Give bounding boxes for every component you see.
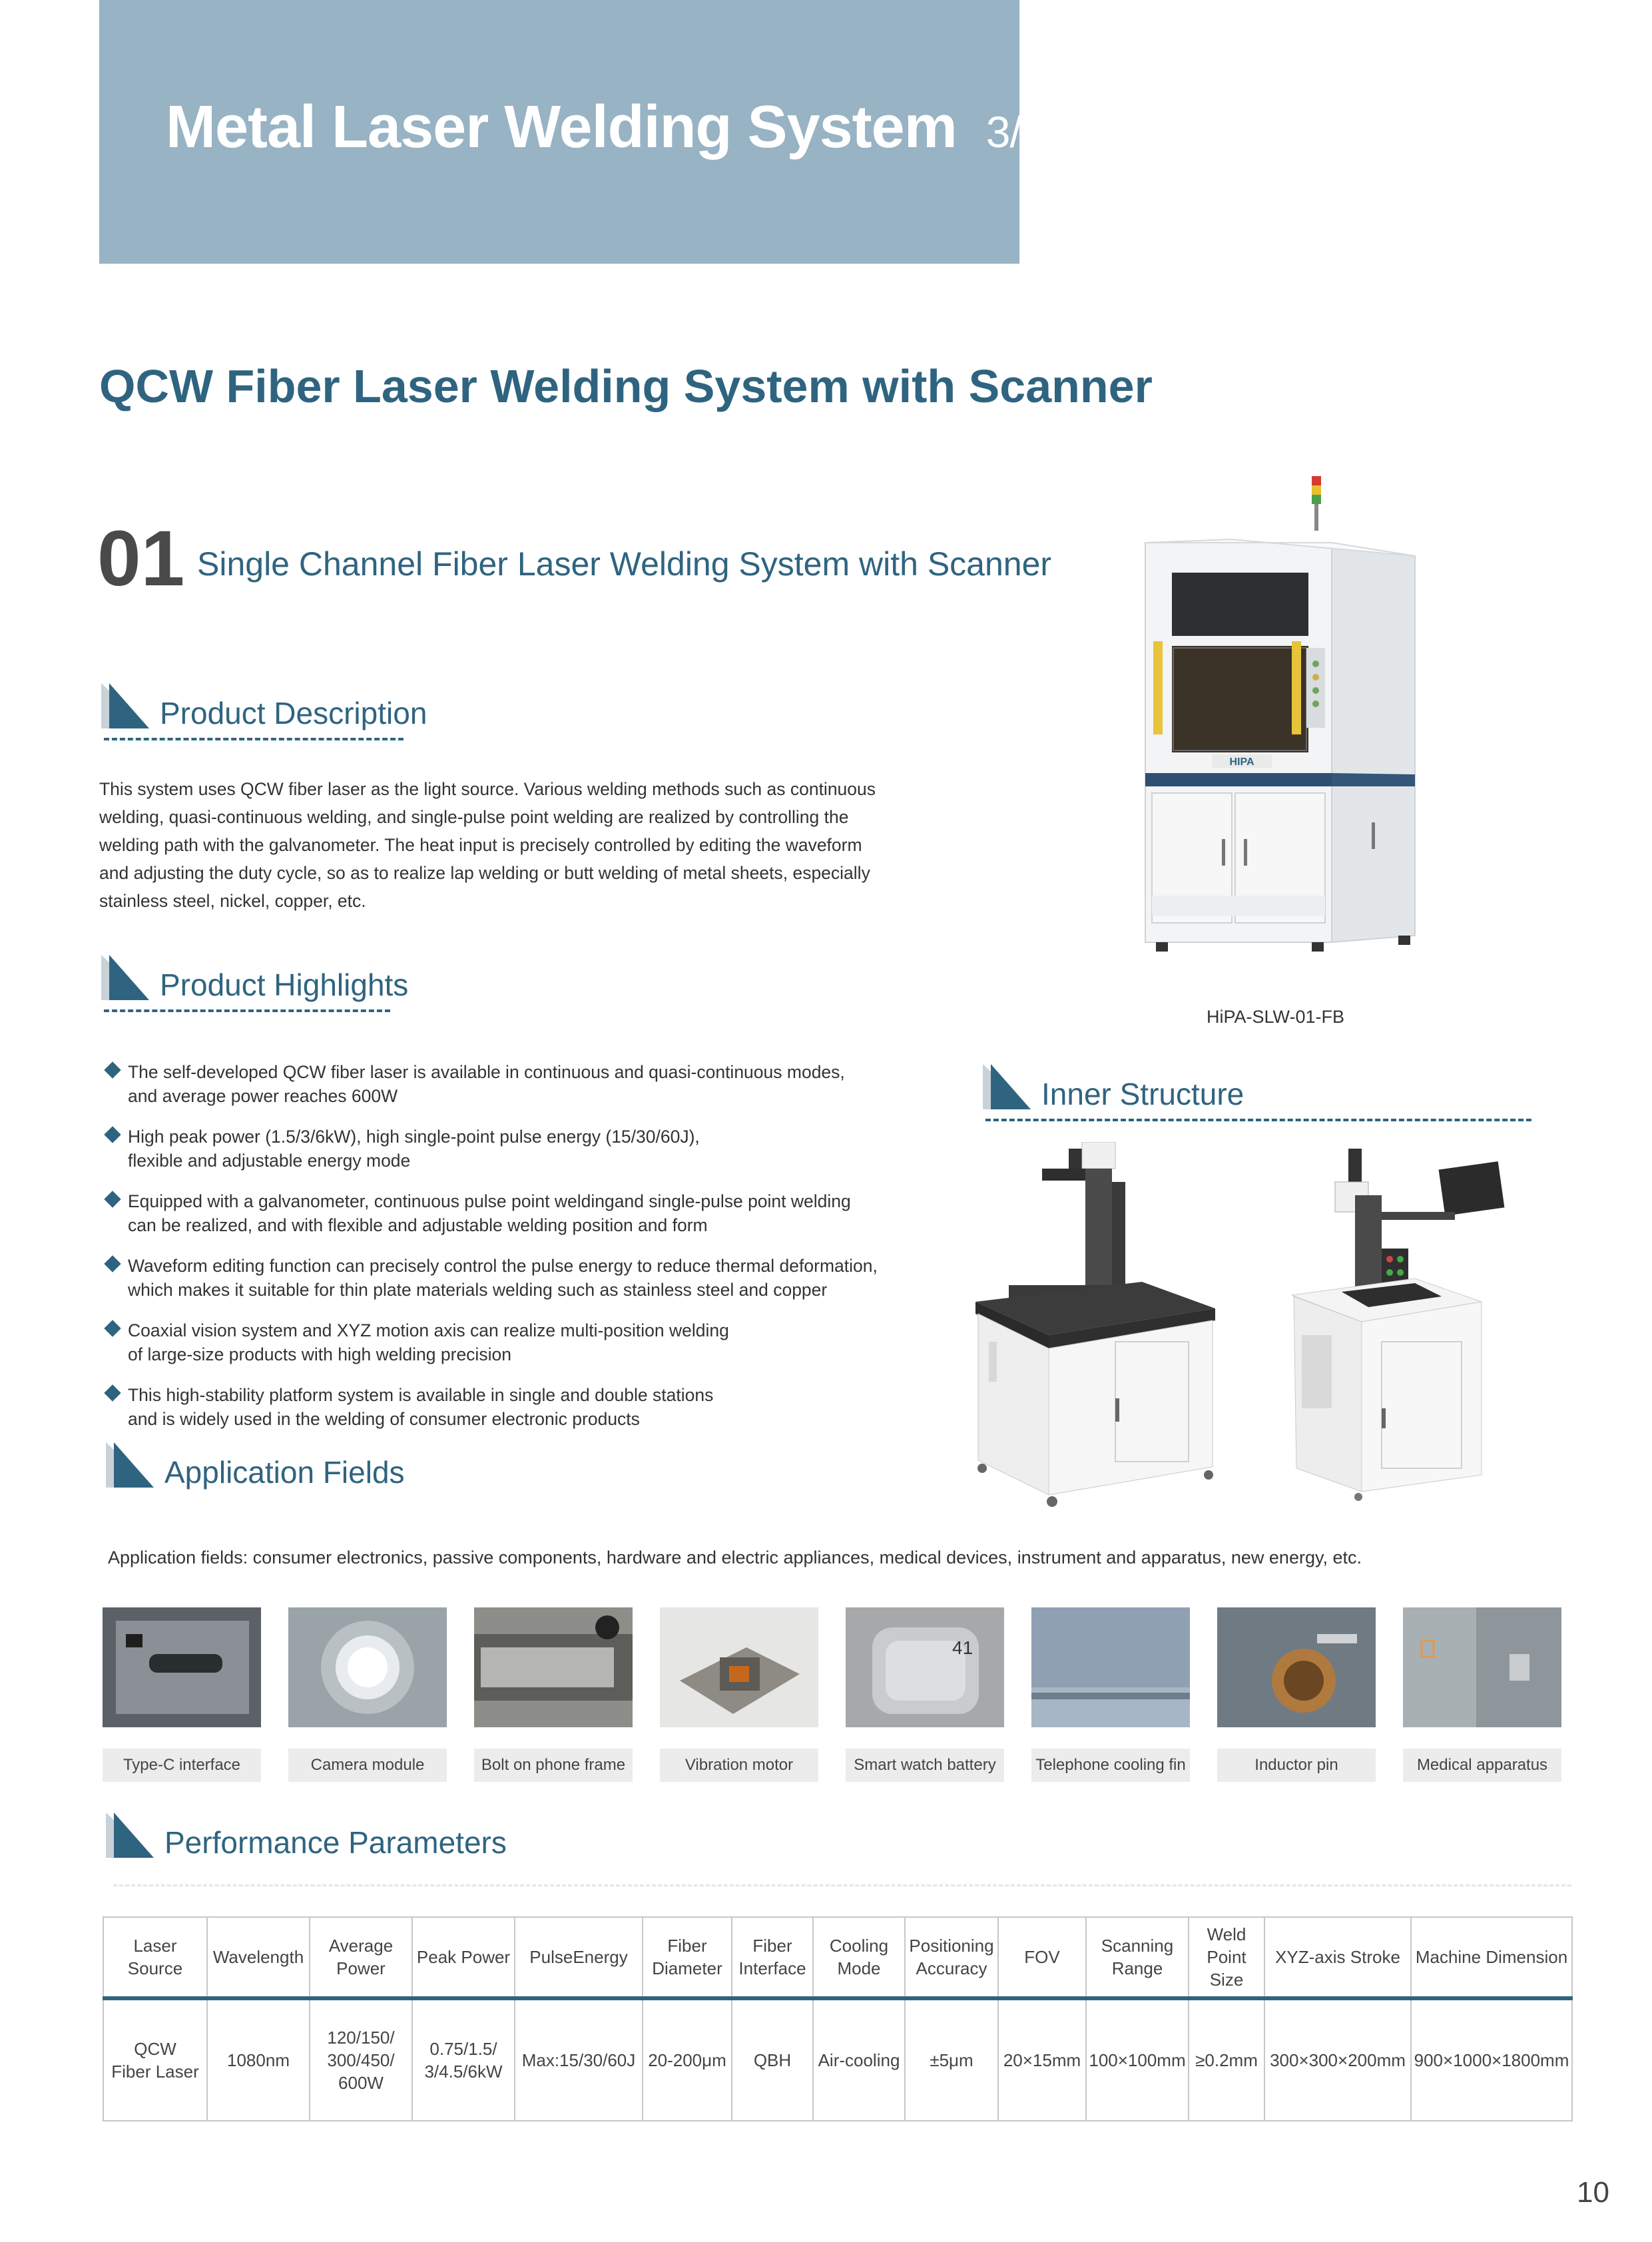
table-cell-line: QBH [753, 2050, 792, 2070]
table-header-row [103, 1917, 1572, 1998]
product-model-label: HiPA-SLW-01-FB [1207, 1007, 1345, 1027]
table-cell-line: 300×300×200mm [1270, 2050, 1406, 2070]
application-thumb-vibration-motor [660, 1607, 818, 1727]
table-cell [515, 1998, 643, 2121]
table-header-cell-line: Source [127, 1958, 183, 1978]
table-cell [310, 1998, 412, 2121]
application-caption: Camera module [288, 1749, 447, 1782]
table-header-cell-line: Size [1209, 1970, 1244, 1990]
table-header-cell-line: Power [336, 1958, 386, 1978]
application-caption: Vibration motor [660, 1749, 818, 1782]
header-banner [99, 0, 1045, 264]
application-caption: Telephone cooling fin [1031, 1749, 1190, 1782]
application-thumb-medical-apparatus [1403, 1607, 1561, 1727]
diamond-bullet-icon [104, 1384, 121, 1401]
table-header-cell [207, 1917, 310, 1998]
table-header-cell-line: Mode [837, 1958, 881, 1978]
table-header-cell-line: Weld [1207, 1924, 1246, 1944]
table-header-cell [813, 1917, 905, 1998]
application-thumb-camera-module [288, 1607, 447, 1727]
table-cell-line: Max:15/30/60J [521, 2050, 636, 2070]
section-divider [113, 1884, 1571, 1886]
table-header-cell-line: Accuracy [916, 1958, 987, 1978]
table-header-cell-line: Cooling [829, 1936, 889, 1956]
table-header-cell-line: Range [1111, 1958, 1163, 1978]
table-header-cell-line: Diameter [652, 1958, 722, 1978]
table-header-cell-line: Fiber [667, 1936, 707, 1956]
diamond-bullet-icon [104, 1255, 121, 1272]
table-cell [1411, 1998, 1572, 2121]
product-description-text: This system uses QCW fiber laser as the light source. Various welding methods such as continuous welding, quasi-continuous welding, and single-pulse point welding are realized by controlling the welding path with the galvanometer. The heat input is precisely controlled by editing the waveform and adjusting the duty cycle, so as to realize lap welding or butt welding of metal sheets, especially stainless steel, nickel, copper, etc. [99, 779, 876, 911]
table-cell-line: QCW [134, 2039, 176, 2059]
table-header-cell-line: Average [328, 1936, 394, 1956]
table-header-cell [515, 1917, 643, 1998]
header-title: Metal Laser Welding System 3/9 [166, 94, 1045, 160]
section-triangle-icon [103, 1438, 156, 1492]
application-thumb-smart-watch-battery [846, 1607, 1004, 1727]
section-title: Single Channel Fiber Laser Welding System with Scanner [197, 545, 1052, 583]
table-header-cell-line: FOV [1024, 1947, 1060, 1967]
svg-text:41: 41 [952, 1637, 973, 1658]
table-cell-line: ±5μm [930, 2050, 973, 2070]
table-cell [643, 1998, 732, 2121]
table-header-cell [1411, 1917, 1572, 1998]
table-cell [1264, 1998, 1411, 2121]
table-cell-line: 120/150/ [327, 2028, 395, 2048]
list-item: The self-developed QCW fiber laser is available in continuous and quasi-continuous modes, and average power reaches 600W [107, 1060, 939, 1108]
table-row [103, 1998, 1572, 2121]
table-header-cell-line: Scanning [1101, 1936, 1174, 1956]
header-page-fraction: 3/9 [985, 107, 1045, 156]
list-item: This high-stability platform system is available in single and double stations and is widely used in the welding of consumer electronic products [107, 1383, 939, 1431]
table-header-cell-line: XYZ-axis Stroke [1275, 1947, 1400, 1967]
table-cell [207, 1998, 310, 2121]
table-header-cell-line: PulseEnergy [529, 1947, 628, 1967]
table-header-cell [1264, 1917, 1411, 1998]
list-item: Equipped with a galvanometer, continuous pulse point weldingand single-pulse point welding can be realized, and with flexible and adjustable welding position and form [107, 1189, 939, 1237]
application-fields-heading: Application Fields [103, 1438, 410, 1498]
product-description-heading: Product Description [99, 679, 418, 739]
performance-table [103, 1916, 1573, 2121]
table-cell-line: 20×15mm [1003, 2050, 1081, 2070]
table-header-cell-line: Fiber [752, 1936, 792, 1956]
list-item: High peak power (1.5/3/6kW), high single-point pulse energy (15/30/60J), flexible and adjustable energy mode [107, 1125, 939, 1173]
table-cell-line: Fiber Laser [111, 2062, 199, 2082]
table-header-cell [1189, 1917, 1264, 1998]
product-highlights-heading: Product Highlights [99, 951, 405, 1011]
table-header-cell-line: Interface [738, 1958, 806, 1978]
table-cell [813, 1998, 905, 2121]
diamond-bullet-icon [104, 1061, 121, 1078]
table-header-cell [998, 1917, 1086, 1998]
highlights-list [107, 1060, 939, 1448]
application-caption: Bolt on phone frame [474, 1749, 633, 1782]
table-header-cell [1086, 1917, 1189, 1998]
application-thumb-cooling-fin [1031, 1607, 1190, 1727]
table-header-cell [412, 1917, 515, 1998]
table-cell-line: 20-200μm [648, 2050, 726, 2070]
list-item: Coaxial vision system and XYZ motion axis can realize multi-position welding of large-size products with high welding precision [107, 1318, 939, 1366]
table-cell [1086, 1998, 1189, 2121]
page-number: 10 [1577, 2176, 1609, 2209]
application-caption: Medical apparatus [1403, 1749, 1561, 1782]
table-cell-line: 1080nm [227, 2050, 290, 2070]
table-header-cell [103, 1917, 207, 1998]
diamond-bullet-icon [104, 1126, 121, 1143]
section-number: 01 [97, 515, 185, 603]
main-title: QCW Fiber Laser Welding System with Scanner [99, 360, 1153, 412]
table-header-cell-line: Positioning [909, 1936, 994, 1956]
application-thumb-bolt-phone-frame [474, 1607, 633, 1727]
inner-structure-heading: Inner Structure [980, 1060, 1546, 1120]
application-fields-text: Application fields: consumer electronics, passive components, hardware and electric appliances, medical devices, instrument and apparatus, new energy, etc. [108, 1547, 1362, 1567]
table-header-cell-line: Machine Dimension [1415, 1947, 1568, 1967]
machine-product-image [1132, 476, 1425, 956]
table-cell [905, 1998, 998, 2121]
table-cell [1189, 1998, 1264, 2121]
table-cell [412, 1998, 515, 2121]
section-triangle-icon [980, 1060, 1033, 1113]
section-triangle-icon [99, 951, 152, 1004]
application-caption: Smart watch battery [846, 1749, 1004, 1782]
table-cell-line: 300/450/ [327, 2050, 395, 2070]
table-header-cell [732, 1917, 813, 1998]
inner-structure-image-compact-station [1282, 1142, 1515, 1502]
table-cell-line: 100×100mm [1089, 2050, 1186, 2070]
diamond-bullet-icon [104, 1320, 121, 1336]
application-caption: Type-C interface [103, 1749, 261, 1782]
table-cell [103, 1998, 207, 2121]
table-header-cell-line: Laser [133, 1936, 177, 1956]
application-caption: Inductor pin [1217, 1749, 1376, 1782]
table-header-cell-line: Wavelength [212, 1947, 304, 1967]
performance-parameters-heading: Performance Parameters [103, 1809, 569, 1868]
application-thumb-inductor-pin [1217, 1607, 1376, 1727]
table-header-cell [643, 1917, 732, 1998]
table-cell [998, 1998, 1086, 2121]
machine-brand-text: HIPA [1229, 756, 1254, 768]
table-cell [732, 1998, 813, 2121]
table-cell-line: 600W [338, 2073, 384, 2093]
application-thumb-type-c [103, 1607, 261, 1727]
diamond-bullet-icon [104, 1191, 121, 1207]
table-cell-line: ≥0.2mm [1195, 2050, 1258, 2070]
table-cell-line: 900×1000×1800mm [1414, 2050, 1569, 2070]
table-header-cell-line: Point [1207, 1947, 1246, 1967]
table-cell-line: Air-cooling [818, 2050, 900, 2070]
section-triangle-icon [103, 1809, 156, 1862]
section-triangle-icon [99, 679, 152, 732]
table-header-cell-line: Peak Power [416, 1947, 511, 1967]
table-header-cell [905, 1917, 998, 1998]
table-cell-line: 0.75/1.5/ [429, 2039, 497, 2059]
list-item: Waveform editing function can precisely control the pulse energy to reduce thermal deformation, which makes it suitable for thin plate materials welding such as stainless steel and copper [107, 1254, 939, 1302]
table-cell-line: 3/4.5/6kW [424, 2062, 503, 2082]
table-header-cell [310, 1917, 412, 1998]
inner-structure-image-single-station [969, 1142, 1222, 1515]
